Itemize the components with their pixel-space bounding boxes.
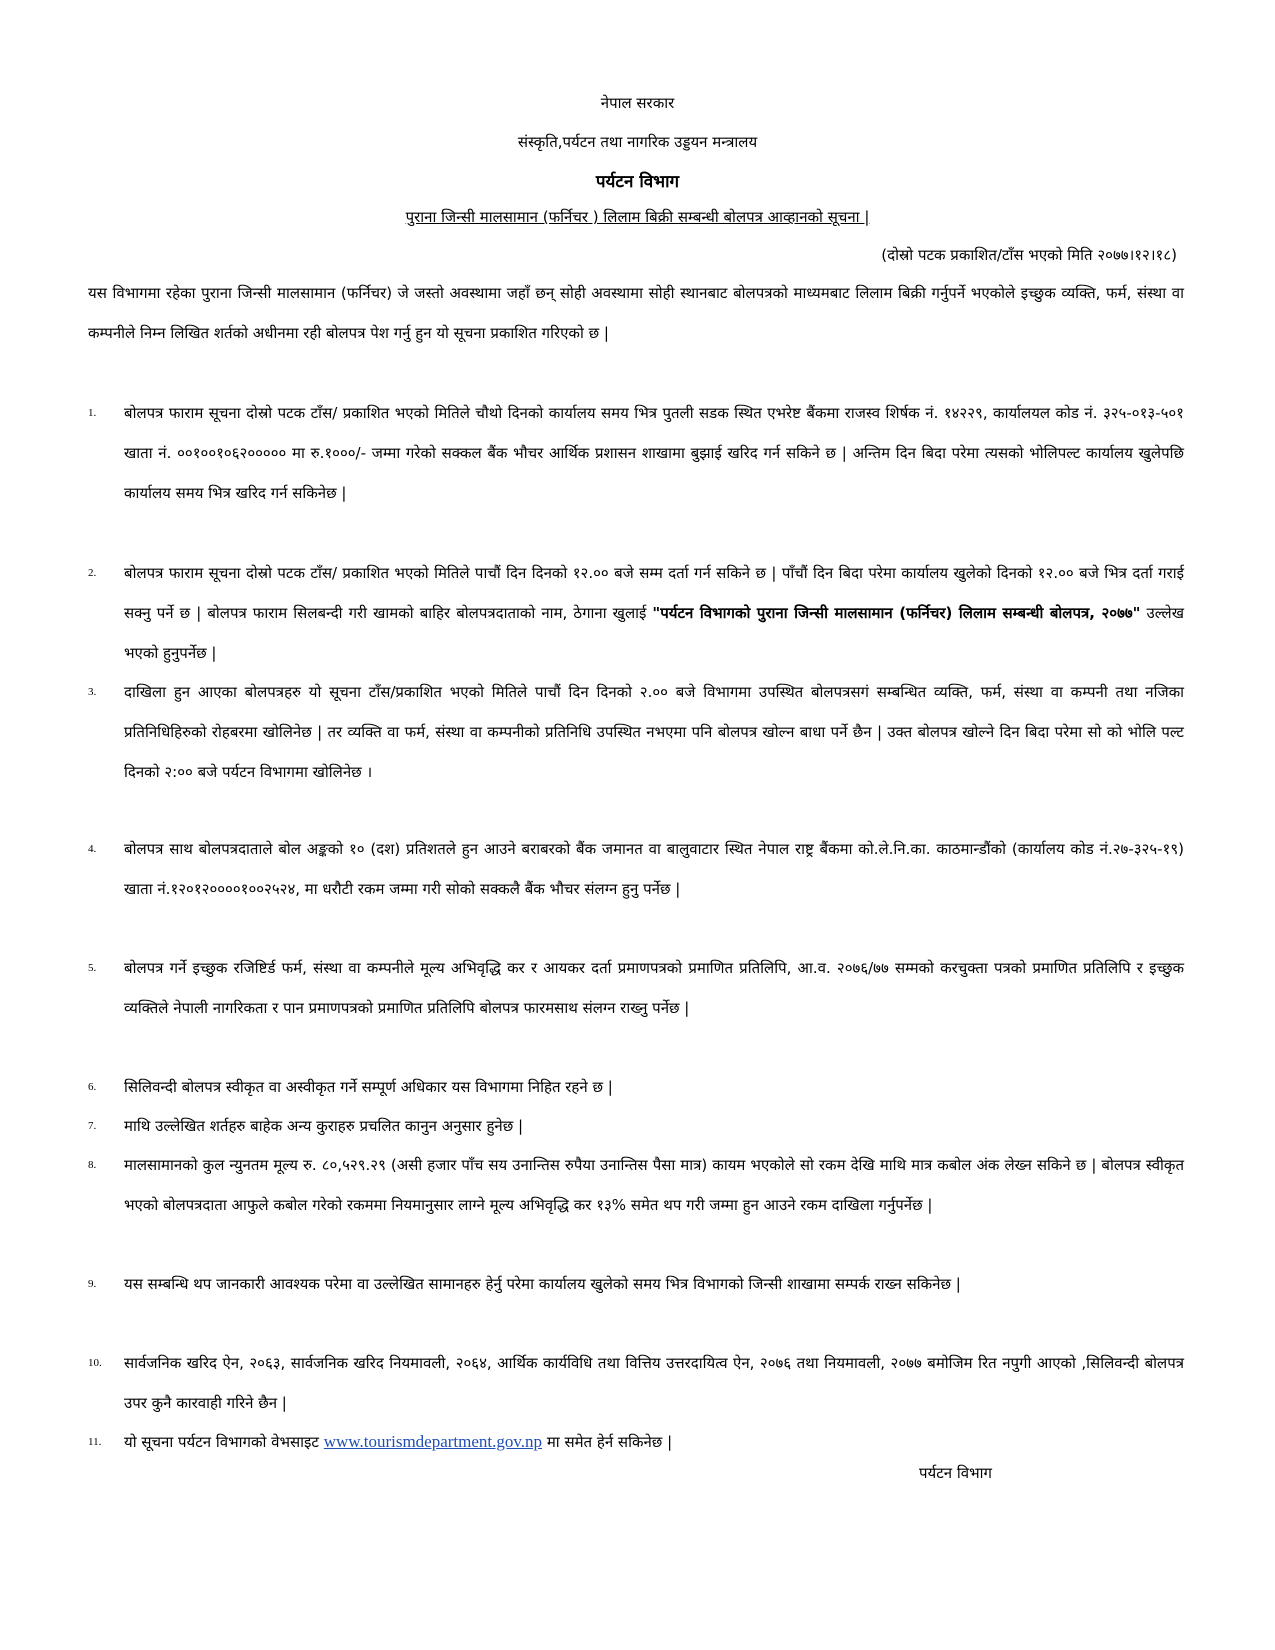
ministry-name: संस्कृति,पर्यटन तथा नागरिक उड्डयन मन्त्रालय [517,133,758,151]
item-text: दाखिला हुन आएका बोलपत्रहरु यो सूचना टाँस/प्रकाशित भएको मितिले पाचौं दिन दिनको २.०० बजे विभागमा उपस्थित बोलपत्रसगं सम्बन्धित व्यक्ति, फर्म, संस्था वा कम्पनी तथा नजिका प्रतिनिधिहिरुको रोहबरमा खोलिनेछ | तर व्यक्ति वा फर्म, संस्था वा कम्पनीको प्रतिनिधि उपस्थित नभएमा पनि बोलपत्र खोल्न बाधा पर्ने छैन | उक्त बोलपत्र खोल्ने दिन बिदा परेमा सो को भोलि पल्ट दिनको २:०० बजे पर्यटन विभागमा खोलिनेछ । [124,683,1184,781]
item-text: मालसामानको कुल न्युनतम मूल्य रु. ८०,५२९.२९ (असी हजार पाँच सय उनान्तिस रुपैया उनान्तिस पैसा मात्र) कायम भएकोले सो रकम देखि माथि मात्र कबोल अंक लेख्न सकिने छ | बोलपत्र स्वीकृत भएको बोलपत्रदाता आफुले कबोल गरेको रकममा नियमानुसार लाग्ने मूल्य अभिवृद्धि कर १३% समेत थप गरी जम्मा हुन आउने रकम दाखिला गर्नुपर्नेछ | [124,1156,1184,1214]
list-item-7 [88,1106,1184,1146]
item-number: 10. [88,1357,102,1369]
list-item-4 [88,829,1184,909]
tender-title-bold: "पर्यटन विभागको पुराना जिन्सी मालसामान (फर्निचर) लिलाम सम्बन्धी बोलपत्र, २०७७" [652,604,1141,622]
item-text: बोलपत्र साथ बोलपत्रदाताले बोल अङ्कको १० (दश) प्रतिशतले हुन आउने बराबरको बैंक जमानत वा बालुवाटार स्थित नेपाल राष्ट्र बैंकमा को.ले.नि.का. काठमान्डौंको (कार्यालय कोड नं.२७-३२५-१९) खाता नं.१२०१२००००१००२५२४, मा धरौटी रकम जम्मा गरी सोको सक्कलै बैंक भौचर संलग्न हुनु पर्नेछ | [124,840,1184,898]
item-text-part: उल्लेख भएको हुनुपर्नेछ | [124,604,1184,662]
list-item-1 [88,393,1184,513]
item-text [124,1422,1184,1462]
government-name: नेपाल सरकार [600,94,675,112]
list-item-8 [88,1145,1184,1225]
list-item-5 [88,948,1184,1028]
item-text-part: यो सूचना पर्यटन विभागको वेभसाइट [124,1433,324,1451]
list-item-2 [88,553,1184,673]
signature-department: पर्यटन विभाग [919,1464,992,1482]
item-number: 2. [88,567,97,579]
item-number: 7. [88,1120,97,1132]
item-number: 4. [88,843,97,855]
notice-subject: पुराना जिन्सी मालसामान (फर्निचर ) लिलाम बिक्री सम्बन्धी बोलपत्र आव्हानको सूचना | [405,208,870,226]
item-number: 9. [88,1278,97,1290]
list-item-11 [88,1422,1184,1462]
list-item-9 [88,1264,1184,1304]
item-text: बोलपत्र फाराम सूचना दोस्रो पटक टाँस/ प्रकाशित भएको मितिले चौथो दिनको कार्यालय समय भित्र पुतली सडक स्थित एभरेष्ट बैंकमा राजस्व शिर्षक नं. १४२२९, कार्यालयल कोड नं. ३२५-०१३-५०१ खाता नं. ००१००१०६२००००० मा रु.१०००/- जम्मा गरेको सक्कल बैंक भौचर आर्थिक प्रशासन शाखामा बुझाई खरिद गर्न सकिने छ | अन्तिम दिन बिदा परेमा त्यसको भोलिपल्ट कार्यालय खुलेपछि कार्यालय समय भित्र खरिद गर्न सकिनेछ | [124,404,1184,502]
item-number: 8. [88,1159,97,1171]
department-name: पर्यटन विभाग [595,172,680,192]
publication-note: (दोस्रो पटक प्रकाशित/टाँस भएको मिति २०७७।१२।१८) [881,246,1177,264]
item-text: सिलिवन्दी बोलपत्र स्वीकृत वा अस्वीकृत गर्ने सम्पूर्ण अधिकार यस विभागमा निहित रहने छ | [124,1078,613,1096]
item-number: 5. [88,962,97,974]
item-text [124,553,1184,673]
item-number: 1. [88,407,97,419]
intro-paragraph: यस विभागमा रहेका पुराना जिन्सी मालसामान (फर्निचर) जे जस्तो अवस्थामा जहाँ छन् सोही अवस्थामा सोही स्थानबाट बोलपत्रको माध्यमबाट लिलाम बिक्री गर्नुपर्ने भएकोले इच्छुक व्यक्ति, फर्म, संस्था वा कम्पनीले निम्न लिखित शर्तको अधीनमा रही बोलपत्र पेश गर्नु हुन यो सूचना प्रकाशित गरिएको छ | [88,284,1184,342]
item-number: 3. [88,686,97,698]
item-text-part: मा समेत हेर्न सकिनेछ | [542,1433,673,1451]
item-number: 6. [88,1081,97,1093]
website-link[interactable]: www.tourismdepartment.gov.np [323,1432,543,1451]
item-text: सार्वजनिक खरिद ऐन, २०६३, सार्वजनिक खरिद नियमावली, २०६४, आर्थिक कार्यविधि तथा वित्तिय उत्तरदायित्व ऐन, २०७६ तथा नियमावली, २०७७ बमोजिम रित नपुगी आएको ,सिलिवन्दी बोलपत्र उपर कुनै कारवाही गरिने छैन | [124,1354,1184,1412]
list-item-6 [88,1067,1184,1107]
item-text: बोलपत्र गर्ने इच्छुक रजिष्टिर्ड फर्म, संस्था वा कम्पनीले मूल्य अभिवृद्धि कर र आयकर दर्ता प्रमाणपत्रको प्रमाणित प्रतिलिपि, आ.व. २०७६/७७ सम्मको करचुक्ता पत्रको प्रमाणित प्रतिलिपि र इच्छुक व्यक्तिले नेपाली नागरिकता र पान प्रमाणपत्रको प्रमाणित प्रतिलिपि बोलपत्र फारमसाथ संलग्न राख्नु पर्नेछ | [124,959,1184,1017]
item-text: माथि उल्लेखित शर्तहरु बाहेक अन्य कुराहरु प्रचलित कानुन अनुसार हुनेछ | [124,1117,524,1135]
list-item-10 [88,1343,1184,1423]
item-text: यस सम्बन्धि थप जानकारी आवश्यक परेमा वा उल्लेखित सामानहरु हेर्नु परेमा कार्यालय खुलेको समय भित्र विभागको जिन्सी शाखामा सम्पर्क राख्न सकिनेछ | [124,1275,961,1293]
item-number: 11. [88,1436,102,1448]
item-text-part: बोलपत्र फाराम सूचना दोस्रो पटक टाँस/ प्रकाशित भएको मितिले पाचौं दिन दिनको १२.०० बजे सम्म दर्ता गर्न सकिने छ | पाँचौं दिन बिदा परेमा कार्यालय खुलेको दिनको १२.०० बजे भित्र दर्ता गराई सक्नु पर्ने छ | बोलपत्र फाराम सिलबन्दी गरी खामको बाहिर बोलपत्रदाताको नाम, ठेगाना खुलाई [124,564,1184,622]
list-item-3 [88,672,1184,792]
